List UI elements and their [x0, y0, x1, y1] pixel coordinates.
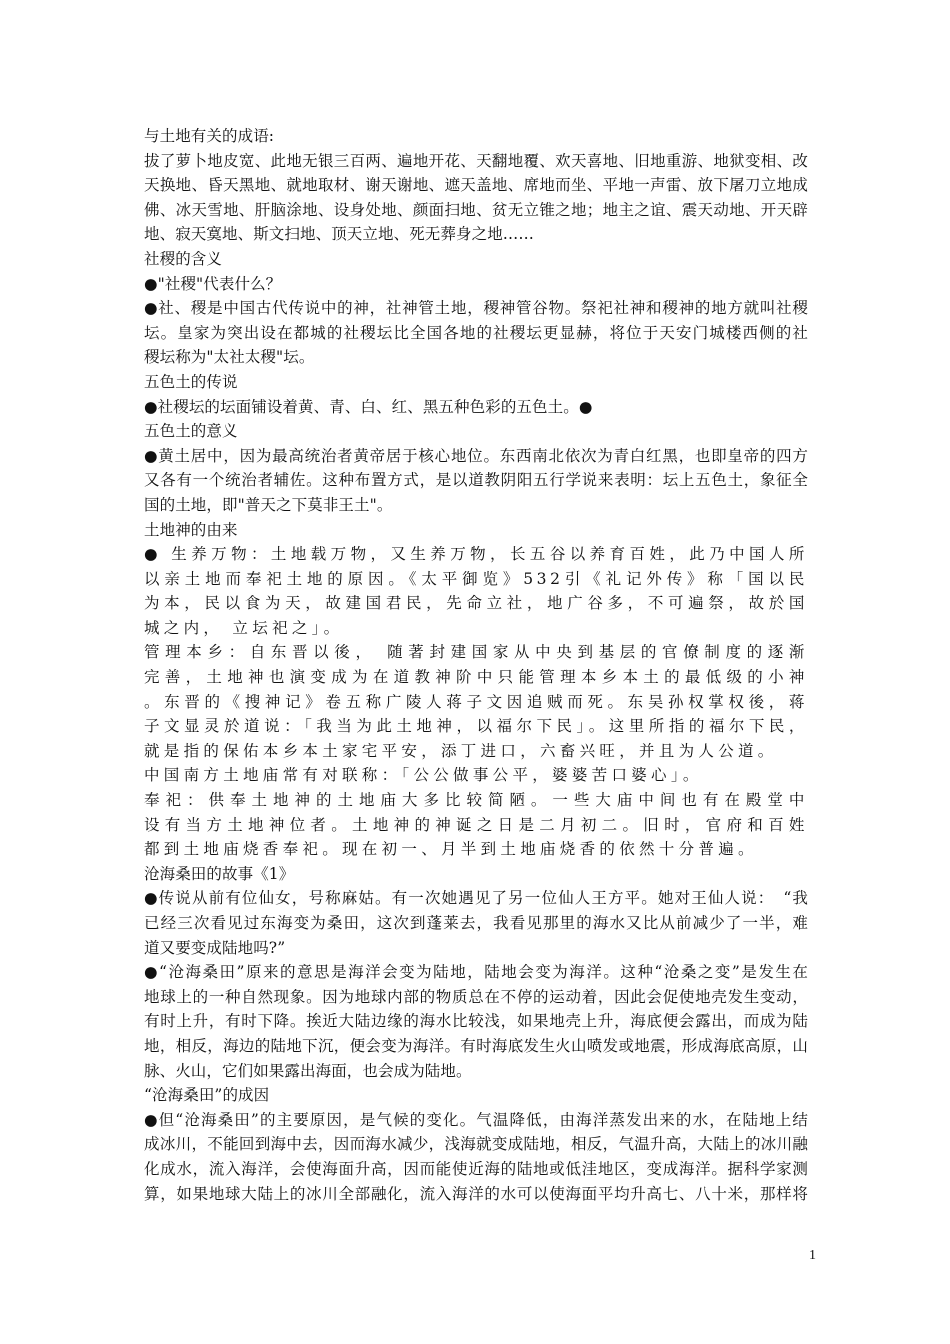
text-line: 又各有一个统治者辅佐。这种布置方式，是以道教阴阳五行学说来表明：坛上五色土，象征全: [144, 471, 808, 490]
page-number: 1: [809, 1248, 816, 1263]
text-line: 。东晋的《搜神记》卷五称广陵人蒋子文因追贼而死。东吴孙权掌权後，蒋: [144, 692, 808, 711]
text-line: 道又要变成陆地吗?”: [144, 938, 286, 957]
text-line: 就是指的保佑本乡本土家宅平安，添丁进口，六畜兴旺，并且为人公道。: [144, 741, 778, 760]
text-line: 管理本乡：自东晋以後， 随著封建国家从中央到基层的官僚制度的逐渐: [144, 643, 808, 662]
text-line: 化成水，流入海洋，会使海面升高，因而能使近海的陆地或低洼地区，变成海洋。据科学家测: [144, 1159, 808, 1178]
text-line: 已经三次看见过东海变为桑田，这次到蓬莱去，我看见那里的海水又比从前减少了一半，难: [144, 914, 808, 932]
text-line: “沧海桑田”的成因: [144, 1086, 270, 1105]
text-line: 算，如果地球大陆上的冰川全部融化，流入海洋的水可以使海面平均升高七、八十米，那样将: [144, 1184, 808, 1203]
text-line: 有时上升，有时下降。挨近大陆边缘的海水比较浅，如果地壳上升，海底便会露出，而成为陆: [144, 1012, 808, 1031]
text-line: 沧海桑田的故事《1》: [144, 864, 295, 883]
text-line: 天换地、昏天黑地、就地取材、谢天谢地、遮天盖地、席地而坐、平地一声雷、放下屠刀立地成: [144, 176, 808, 195]
text-line: ●“沧海桑田”原来的意思是海洋会变为陆地，陆地会变为海洋。这种“沧桑之变”是发生在: [144, 963, 808, 982]
text-line: 稷坛称为"太社太稷"坛。: [144, 348, 315, 367]
text-line: 都到土地庙烧香奉祀。现在初一、月半到土地庙烧香的依然十分普遍。: [144, 840, 758, 859]
text-line: 土地神的由来: [144, 520, 238, 539]
text-line: 成冰川，不能回到海中去，因而海水减少，浅海就变成陆地，相反，气温升高，大陆上的冰川融: [144, 1135, 808, 1154]
text-line: ●传说从前有位仙女，号称麻姑。有一次她遇见了另一位仙人王方平。她对王仙人说： “我: [144, 889, 808, 908]
text-line: 五色土的意义: [144, 422, 238, 441]
text-line: 脉、火山，它们如果露出海面，也会成为陆地。: [144, 1061, 472, 1080]
document-body: [144, 124, 808, 1206]
text-line: 国的土地，即"普天之下莫非王土"。: [144, 495, 393, 514]
text-line: 设有当方土地神位者。土地神的神诞之日是二月初二。旧时，官府和百姓: [144, 815, 808, 834]
text-line: 社稷的含义: [144, 249, 223, 268]
text-line: 地，相反，海边的陆地下沉，便会变为海洋。有时海底发生火山喷发或地震，形成海底高原，山: [144, 1036, 808, 1055]
text-line: 中国南方土地庙常有对联称：「公公做事公平，婆婆苦口婆心」。: [144, 766, 703, 785]
text-line: ●但“沧海桑田”的主要原因，是气候的变化。气温降低，由海洋蒸发出来的水，在陆地上结: [144, 1110, 808, 1129]
text-line: 五色土的传说: [144, 372, 238, 391]
text-line: 完善，土地神也演变成为在道教神阶中只能管理本乡本土的最低级的小神: [144, 668, 808, 687]
text-line: 子文显灵於道说：「我当为此土地神，以福尔下民」。这里所指的福尔下民，: [144, 717, 808, 736]
text-line: 奉祀：供奉土地神的土地庙大多比较简陋。一些大庙中间也有在殿堂中: [144, 791, 808, 810]
text-line: ●社、稷是中国古代传说中的神，社神管土地，稷神管谷物。祭祀社神和稷神的地方就叫社稷: [144, 299, 808, 318]
text-line: 拔了萝卜地皮宽、此地无银三百两、遍地开花、天翻地覆、欢天喜地、旧地重游、地狱变相、改: [144, 151, 808, 170]
text-line: 与土地有关的成语:: [144, 127, 275, 145]
text-line: 坛。皇家为突出设在都城的社稷坛比全国各地的社稷坛更显赫，将位于天安门城楼西侧的社: [144, 323, 808, 342]
text-line: ●黄土居中，因为最高统治者黄帝居于核心地位。东西南北依次为青白红黑，也即皇帝的四方: [144, 446, 808, 465]
text-line: 佛、冰天雪地、肝脑涂地、设身处地、颜面扫地、贫无立锥之地；地主之谊、震天动地、开天辟: [144, 200, 808, 219]
text-line: ● 生养万物：土地载万物，又生养万物，长五谷以养育百姓，此乃中国人所: [144, 545, 808, 564]
text-line: 地球上的一种自然现象。因为地球内部的物质总在不停的运动着，因此会促使地壳发生变动，: [144, 987, 808, 1006]
text-line: 为本，民以食为天，故建国君民，先命立社，地广谷多，不可遍祭，故於国: [144, 594, 808, 613]
text-line: ●社稷坛的坛面铺设着黄、青、白、红、黑五种色彩的五色土。●: [144, 397, 593, 416]
text-line: 以亲土地而奉祀土地的原因。《太平御览》532引《礼记外传》称「国以民: [144, 569, 808, 588]
text-line: ●"社稷"代表什么？: [144, 274, 282, 293]
text-line: 城之内， 立坛祀之」。: [144, 618, 344, 637]
text-line: 地、寂天寞地、斯文扫地、顶天立地、死无葬身之地……: [144, 225, 535, 244]
